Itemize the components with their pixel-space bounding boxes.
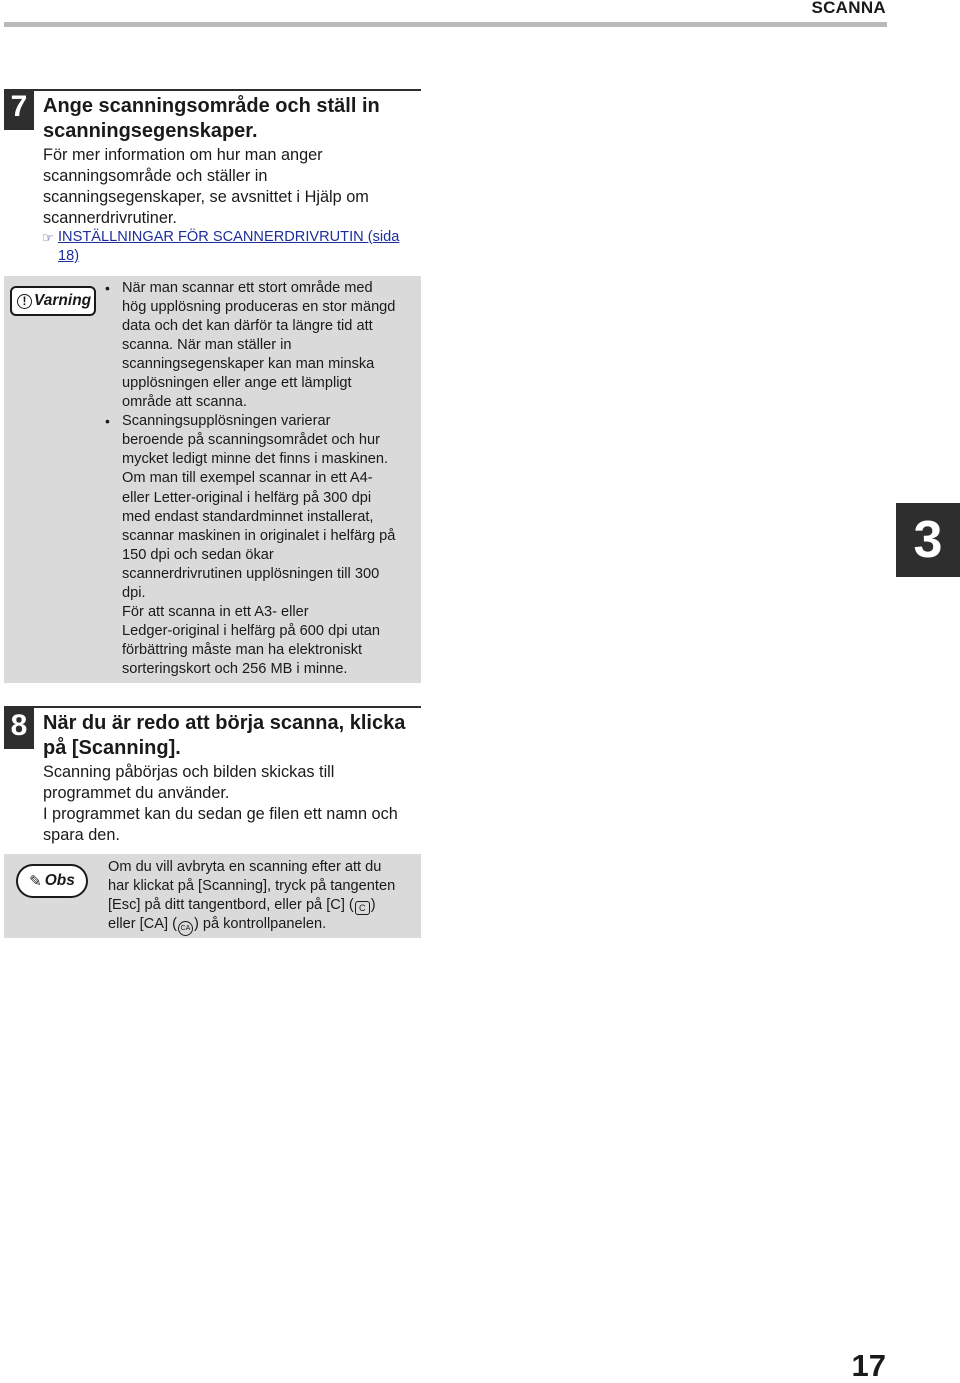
list-item-line: förbättring måste man ha elektroniskt [122,641,363,658]
chapter-tab: 3 [896,503,960,577]
clear-key-icon: C [355,901,370,915]
step-7-body-line: För mer information om hur man anger [43,146,323,164]
reference-link[interactable] [58,228,428,266]
note-text [108,858,418,936]
list-item-line: beroende på scanningsområdet och hur [122,432,380,449]
list-item-line: Om man till exempel scannar in ett A4- [122,470,373,487]
list-item-line: mycket ledigt minne det finns i maskinen. [122,451,389,468]
step-8-body-line: spara den. [43,826,120,844]
warning-box [4,276,421,683]
step-8-heading-line: När du är redo att börja scanna, klicka [43,712,406,734]
list-item-line: område att scanna. [122,394,247,411]
section-title: SCANNA [811,0,886,17]
note-line-text: ) på kontrollpanelen. [193,916,327,933]
list-item-line: upplösningen eller ange ett lämpligt [122,375,352,392]
bullet-icon: • [105,413,110,430]
list-item [105,412,418,679]
step-8-body [43,762,428,846]
reference-link-page[interactable]: 18) [58,248,80,264]
step-7-body [43,145,423,229]
step-8-body-line: Scanning påbörjas och bilden skickas till [43,763,335,781]
list-item-line: Ledger-original i helfärg på 600 dpi utan [122,622,381,639]
list-item-line: För att scanna in ett A3- eller [122,603,309,620]
list-item-line: hög upplösning produceras en stor mängd [122,299,396,316]
reference-hand-icon: ☞ [42,230,54,245]
header-rule [4,22,887,27]
list-item [105,279,418,412]
list-item-line: Scanningsupplösningen varierar [122,413,331,430]
list-item-line: scannerdrivrutinen upplösningen till 300 [122,565,380,582]
step-8-heading-line: på [Scanning]. [43,737,181,759]
note-line: har klickat på [Scanning], tryck på tangenten [108,878,396,895]
note-badge [16,864,88,898]
warning-label: Varning [34,292,92,309]
step-8-rule [34,706,421,708]
list-item-line: sorteringskort och 256 MB i minne. [122,660,348,677]
note-line [108,896,418,915]
step-7-body-line: scannerdrivrutiner. [43,209,177,227]
step-8-body-line: programmet du använder. [43,784,230,802]
list-item-line: scannar maskinen in originalet i helfärg på [122,527,396,544]
step-7-heading [43,94,423,144]
list-item-line: När man scannar ett stort område med [122,280,373,296]
step-7-heading-line: Ange scanningsområde och ställ in [43,95,380,117]
step-7-body-line: scanningsegenskaper, se avsnittet i Hjälp om [43,188,369,206]
note-line-text: [Esc] på ditt tangentbord, eller på [C] ( [108,897,354,914]
step-8-heading [43,711,423,761]
note-label: Obs [44,872,75,889]
step-7-rule [34,89,421,91]
step-8-number: 8 [4,706,34,749]
note-line-text: ) [370,897,376,914]
bullet-icon: • [105,280,110,296]
list-item-line: eller Letter-original i helfärg på 300 dpi [122,489,372,506]
note-line-text: eller [CA] ( [108,916,177,933]
step-8-body-line: I programmet kan du sedan ge filen ett namn och [43,805,398,823]
list-item-line: scanningsegenskaper kan man minska [122,356,375,373]
note-box [4,854,421,938]
list-item-line: 150 dpi och sedan ökar [122,546,274,563]
note-line: Om du vill avbryta en scanning efter att du [108,859,382,875]
exclamation-icon: ! [17,294,32,309]
warning-list [105,279,418,679]
list-item-line: med endast standardminnet installerat, [122,508,374,525]
list-item-line: dpi. [122,584,146,601]
step-7-body-line: scanningsområde och ställer in [43,167,268,185]
step-7-number: 7 [4,89,34,130]
reference-link-text[interactable]: INSTÄLLNINGAR FÖR SCANNERDRIVRUTIN (sida [58,229,400,245]
list-item-line: scanna. När man ställer in [122,337,292,354]
clear-all-key-icon: CA [178,921,193,936]
warning-badge [10,286,96,316]
pencil-icon: ✎ [29,873,42,890]
note-line [108,915,418,936]
list-item-line: data och det kan därför ta längre tid att [122,318,373,335]
step-7-heading-line: scanningsegenskaper. [43,120,258,142]
page-number: 17 [851,1348,886,1383]
